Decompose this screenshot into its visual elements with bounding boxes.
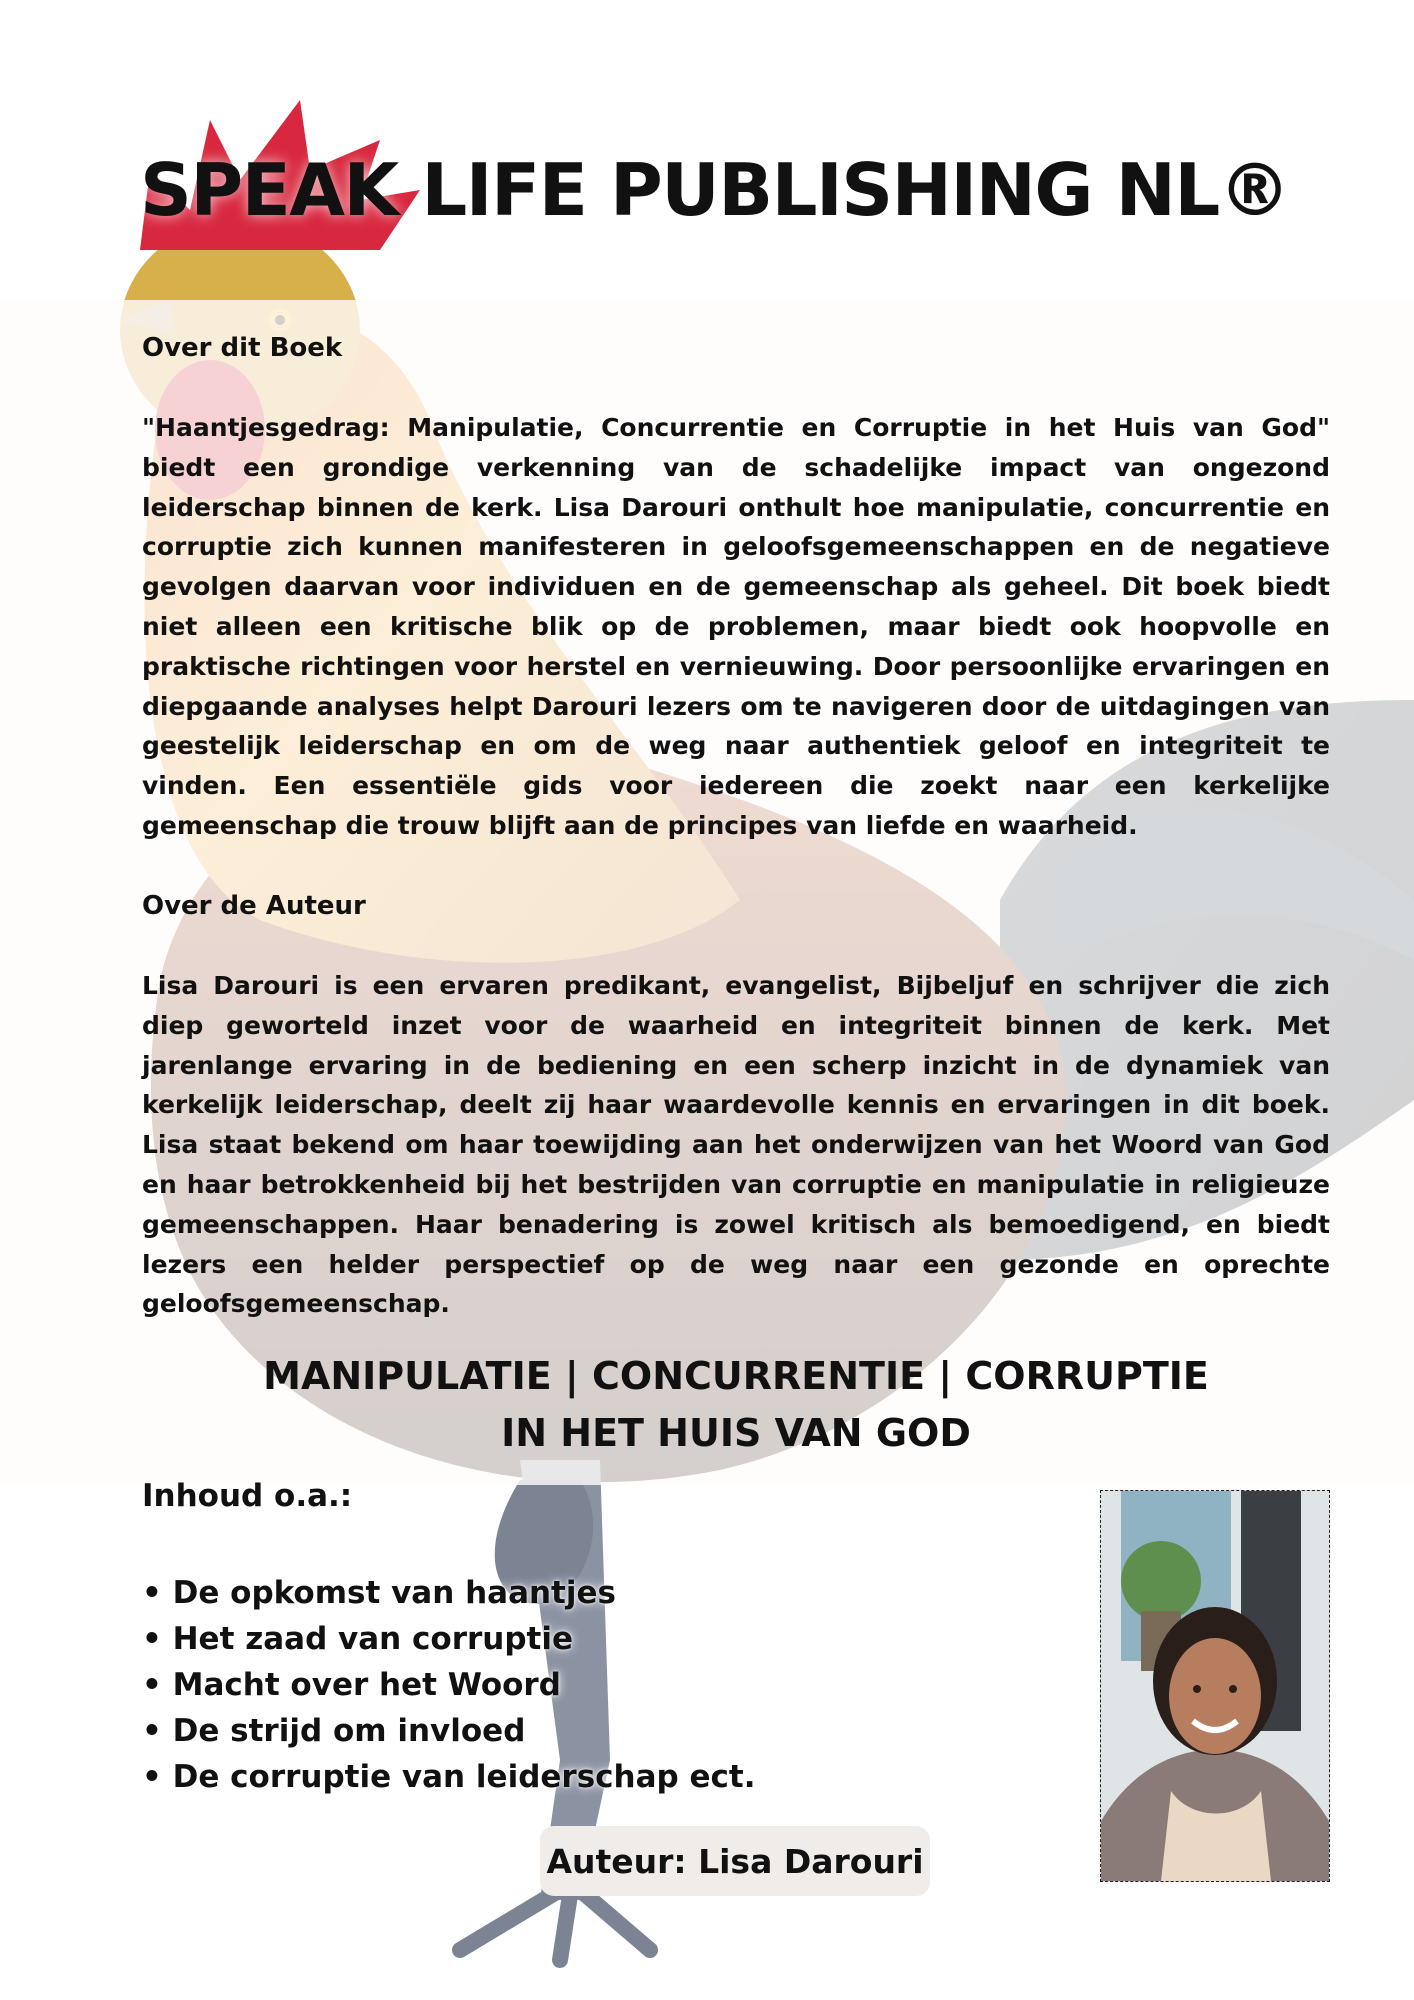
- page-title: SPEAK LIFE PUBLISHING NL®: [140, 148, 1290, 232]
- list-item: • Macht over het Woord: [142, 1662, 756, 1708]
- list-item: • De opkomst van haantjes: [142, 1570, 756, 1616]
- contents-list: [142, 1570, 756, 1800]
- list-item: • De strijd om invloed: [142, 1708, 756, 1754]
- list-item: • Het zaad van corruptie: [142, 1616, 756, 1662]
- contents-title: Inhoud o.a.:: [142, 1478, 353, 1514]
- tagline-line-2: IN HET HUIS VAN GOD: [501, 1411, 971, 1455]
- author-badge: Auteur: Lisa Darouri: [540, 1826, 930, 1896]
- about-book-heading: Over dit Boek: [142, 333, 343, 363]
- about-book-text: "Haantjesgedrag: Manipulatie, Concurrentie en Corruptie in het Huis van God" biedt een grondige verkenning van de schadelijke impact van ongezond leiderschap binnen de kerk. Lisa Darouri onthult hoe manipulatie, concurrentie en corruptie zich kunnen manifesteren in geloofsgemeenschappen en de negatieve gevolgen daarvan voor individuen en de gemeenschap als geheel. Dit boek biedt niet alleen een kritische blik op de problemen, maar biedt ook hoopvolle en praktische richtingen voor herstel en vernieuwing. Door persoonlijke ervaringen en diepgaande analyses helpt Darouri lezers om te navigeren door de uitdagingen van geestelijk leiderschap en om de weg naar authentiek geloof en integriteit te vinden. Een essentiële gids voor iedereen die zoekt naar een kerkelijke gemeenschap die trouw blijft aan de principes van liefde en waarheid.: [142, 413, 1330, 840]
- about-author-heading: Over de Auteur: [142, 891, 366, 921]
- author-photo: [1100, 1490, 1330, 1882]
- tagline-line-1: MANIPULATIE | CONCURRENTIE | CORRUPTIE: [263, 1354, 1209, 1398]
- list-item: • De corruptie van leiderschap ect.: [142, 1754, 756, 1800]
- about-author-text: Lisa Darouri is een ervaren predikant, evangelist, Bijbeljuf en schrijver die zich diep geworteld inzet voor de waarheid en integriteit binnen de kerk. Met jarenlange ervaring in de bediening en een scherp inzicht in de dynamiek van kerkelijk leiderschap, deelt zij haar waardevolle kennis en ervaringen in dit boek. Lisa staat bekend om haar toewijding aan het onderwijzen van het Woord van God en haar betrokkenheid bij het bestrijden van corruptie en manipulatie in religieuze gemeenschappen. Haar benadering is zowel kritisch als bemoedigend, en biedt lezers een helder perspectief op de weg naar een gezonde en oprechte geloofsgemeenschap.: [142, 971, 1330, 1319]
